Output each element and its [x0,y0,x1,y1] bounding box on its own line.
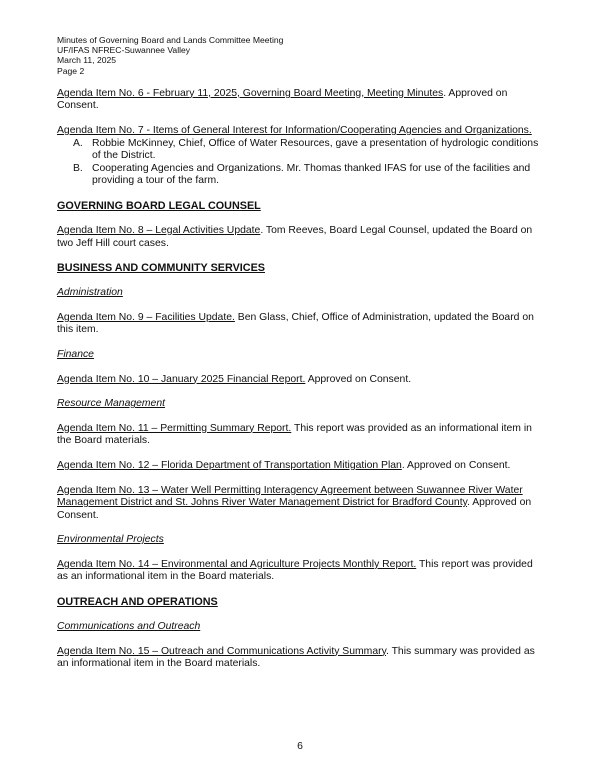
agenda-item-7 [57,125,543,138]
agenda-item-13-title: Agenda Item No. 13 – Water Well Permitting Interagency Agreement between Suwannee River Water Management District and St. Johns River Water Management District for Bradford County [57,484,523,509]
subsection-resource-management: Resource Management [57,398,166,410]
header-line: Page 2 [57,65,85,76]
agenda-item-6 [57,88,543,113]
agenda-item-13-text: . Approved on Consent. [57,497,532,521]
agenda-item-11-text: This report was provided as an informational item in the Board materials. [57,422,532,447]
header-line: Minutes of Governing Board and Lands Committee Meeting [57,35,284,45]
agenda-item-9 [57,312,543,337]
section-heading-business: BUSINESS AND COMMUNITY SERVICES [57,262,265,275]
agenda-item-14-title: Agenda Item No. 14 – Environmental and Agriculture Projects Monthly Report. [57,558,417,570]
page-number: 6 [297,741,303,752]
agenda-item-12 [57,460,543,473]
header-line: UF/IFAS NFREC-Suwannee Valley [57,45,191,56]
agenda-item-6-text: . Approved on Consent. [57,87,508,112]
agenda-item-15 [57,646,543,671]
list-item [57,163,543,188]
section-heading-outreach: OUTREACH AND OPERATIONS [57,596,218,609]
agenda-item-15-text: . This summary was provided as an informational item in the Board materials. [57,645,535,670]
list-item-label: A. [73,137,83,149]
agenda-item-10-title: Agenda Item No. 10 – January 2025 Financial Report. [57,373,306,385]
list-item-text: Robbie McKinney, Chief, Office of Water Resources, gave a presentation of hydrologic conditions of the District. [92,137,539,162]
section-heading-legal: GOVERNING BOARD LEGAL COUNSEL [57,199,261,212]
agenda-item-12-title: Agenda Item No. 12 – Florida Department of Transportation Mitigation Plan [57,459,402,471]
document-header [57,35,543,76]
agenda-item-10 [57,374,543,387]
header-line: March 11, 2025 [57,55,117,66]
subsection-environmental-projects: Environmental Projects [57,534,164,546]
list-item-text: Cooperating Agencies and Organizations. Mr. Thomas thanked IFAS for use of the facilities and providing a tour of the farm. [92,162,531,187]
agenda-item-8-title: Agenda Item No. 8 – Legal Activities Update [57,224,261,236]
agenda-item-7-title: Agenda Item No. 7 - Items of General Interest for Information/Cooperating Agencies and Organizations. [57,125,532,136]
agenda-item-10-text: Approved on Consent. [305,373,412,385]
agenda-item-9-text: Ben Glass, Chief, Office of Administration, updated the Board on this item. [57,311,534,336]
list-item [57,138,543,163]
subsection-communications: Communications and Outreach [57,621,201,633]
subsection-administration: Administration [57,287,123,299]
agenda-item-14 [57,559,543,584]
agenda-item-13 [57,485,543,523]
agenda-item-8 [57,225,543,250]
subsection-finance: Finance [57,348,94,360]
list-item-label: B. [73,162,83,174]
agenda-item-6-title: Agenda Item No. 6 - February 11, 2025, Governing Board Meeting, Meeting Minutes [57,87,444,99]
agenda-item-15-title: Agenda Item No. 15 – Outreach and Communications Activity Summary [57,645,386,657]
agenda-item-8-text: . Tom Reeves, Board Legal Counsel, updated the Board on two Jeff Hill court cases. [57,224,533,249]
agenda-item-11 [57,423,543,448]
agenda-item-14-text: This report was provided as an informational item in the Board materials. [57,558,533,583]
agenda-item-11-title: Agenda Item No. 11 – Permitting Summary Report. [57,422,292,434]
agenda-item-12-text: . Approved on Consent. [401,459,511,471]
agenda-item-9-title: Agenda Item No. 9 – Facilities Update. [57,311,235,323]
document-page [57,35,543,671]
